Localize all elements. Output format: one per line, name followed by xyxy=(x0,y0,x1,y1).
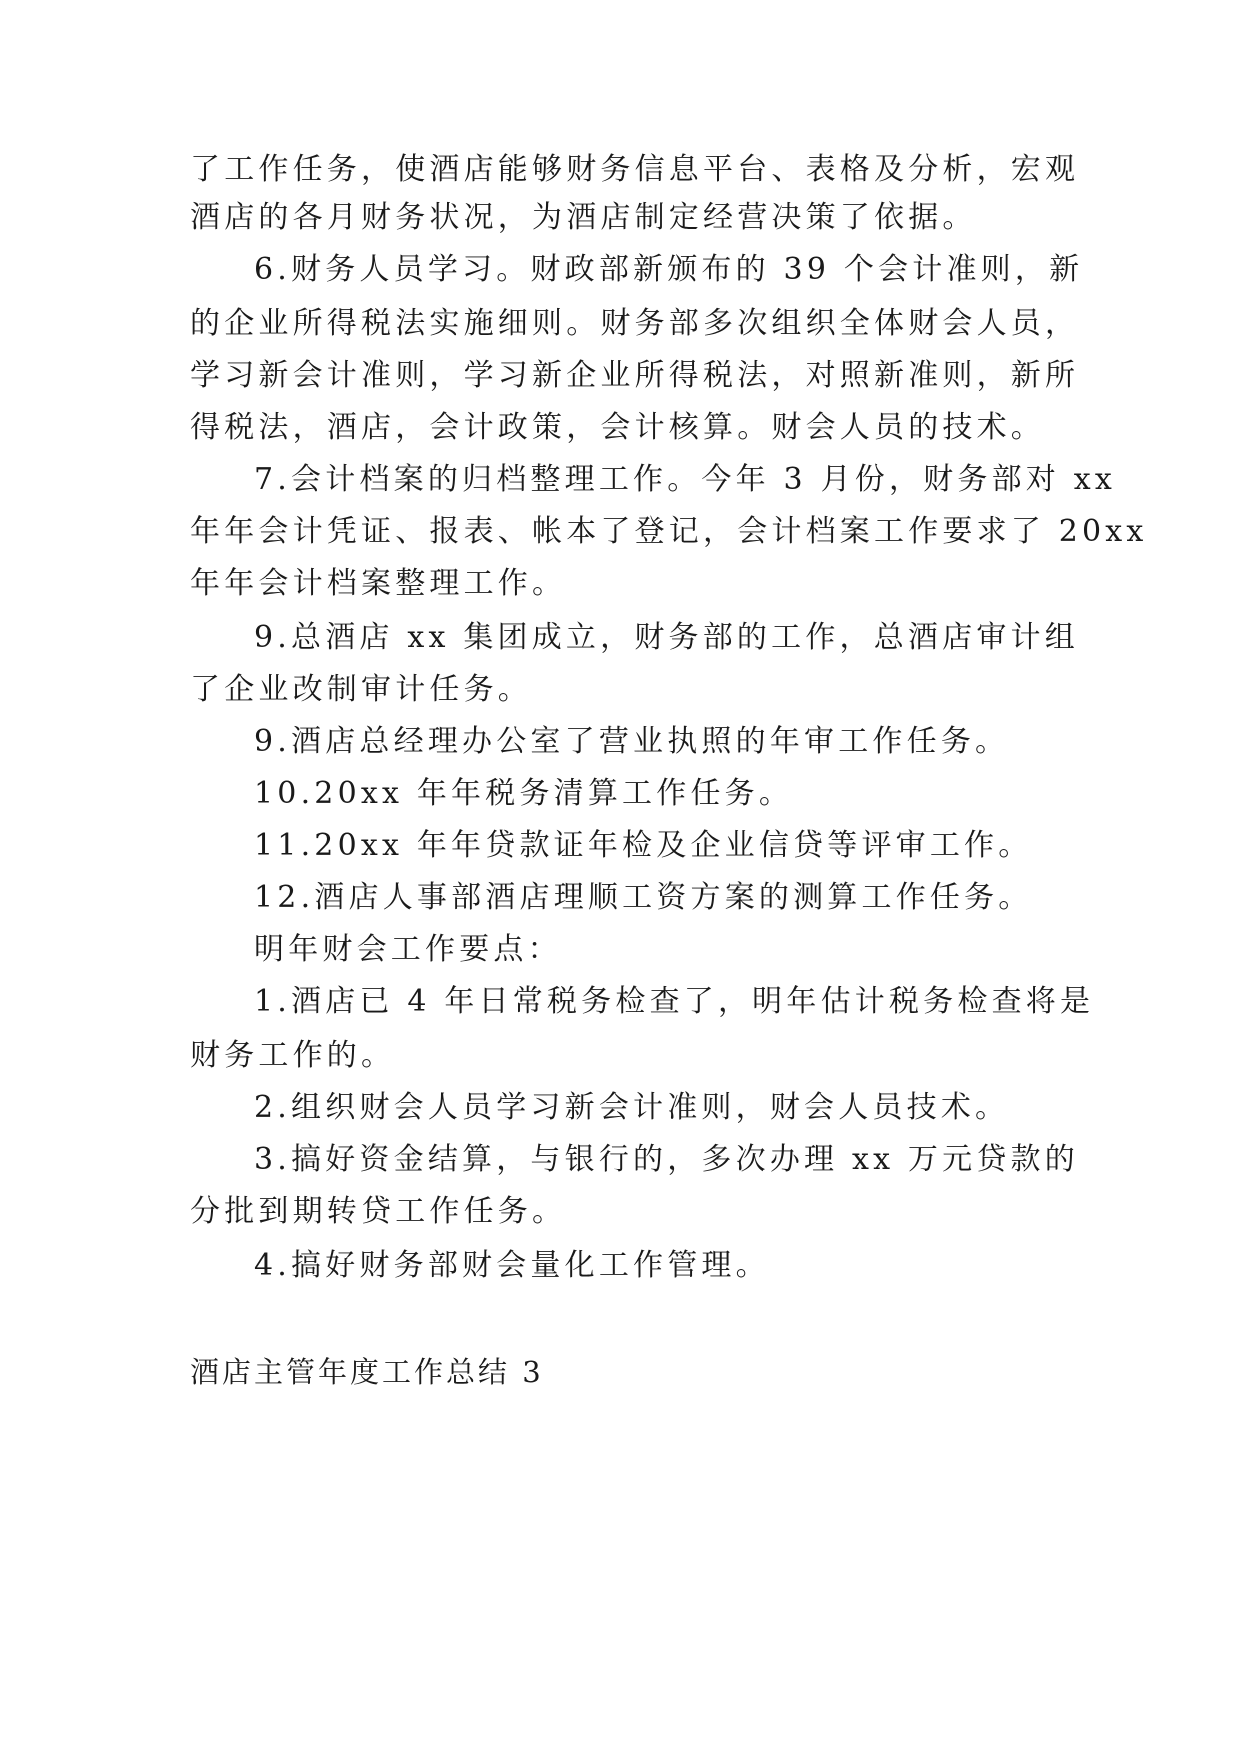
paragraph-line: 得税法，酒店，会计政策，会计核算。财会人员的技术。 xyxy=(190,410,1045,445)
paragraph-line: 年年会计档案整理工作。 xyxy=(190,566,567,601)
list-item-12: 12.酒店人事部酒店理顺工资方案的测算工作任务。 xyxy=(254,880,1033,915)
plan-item-4: 4.搞好财务部财会量化工作管理。 xyxy=(254,1248,770,1283)
section-heading: 酒店主管年度工作总结 3 xyxy=(190,1355,544,1389)
list-item-10: 10.20xx 年年税务清算工作任务。 xyxy=(254,776,794,811)
plan-item-1: 1.酒店已 4 年日常税务检查了，明年估计税务检查将是 xyxy=(254,984,1095,1019)
paragraph-line: 酒店的各月财务状况，为酒店制定经营决策了依据。 xyxy=(190,200,977,235)
plan-item-2: 2.组织财会人员学习新会计准则，财会人员技术。 xyxy=(254,1090,1010,1125)
paragraph-line: 了工作任务，使酒店能够财务信息平台、表格及分析，宏观 xyxy=(190,152,1080,187)
paragraph-line: 学习新会计准则，学习新企业所得税法，对照新准则，新所 xyxy=(190,358,1080,393)
paragraph-line: 了企业改制审计任务。 xyxy=(190,672,532,707)
subheading: 明年财会工作要点： xyxy=(254,932,562,967)
paragraph-line: 年年会计凭证、报表、帐本了登记，会计档案工作要求了 20xx xyxy=(190,514,1148,549)
list-item-11: 11.20xx 年年贷款证年检及企业信贷等评审工作。 xyxy=(254,828,1033,863)
list-item-9b: 9.酒店总经理办公室了营业执照的年审工作任务。 xyxy=(254,724,1010,759)
paragraph-line: 分批到期转贷工作任务。 xyxy=(190,1194,567,1229)
list-item-7: 7.会计档案的归档整理工作。今年 3 月份，财务部对 xx xyxy=(254,462,1116,497)
plan-item-3: 3.搞好资金结算，与银行的，多次办理 xx 万元贷款的 xyxy=(254,1142,1079,1177)
list-item-9a: 9.总酒店 xx 集团成立，财务部的工作，总酒店审计组 xyxy=(254,620,1079,655)
paragraph-line: 的企业所得税法实施细则。财务部多次组织全体财会人员， xyxy=(190,306,1080,341)
list-item-6: 6.财务人员学习。财政部新颁布的 39 个会计准则，新 xyxy=(254,252,1084,287)
paragraph-line: 财务工作的。 xyxy=(190,1038,396,1073)
